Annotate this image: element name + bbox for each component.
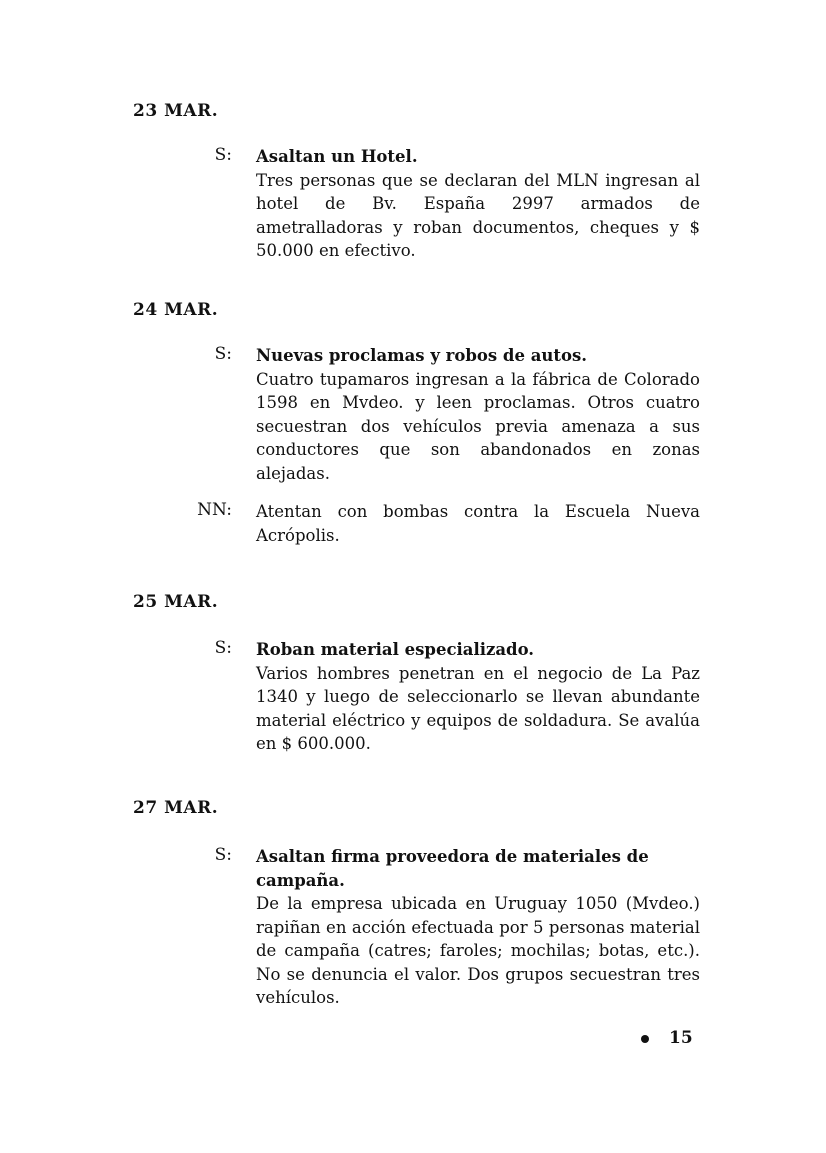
incident-content: [256, 500, 700, 547]
page-footer: [641, 1028, 693, 1048]
date-heading: 24 MAR.: [133, 300, 219, 320]
incident-body-text: Atentan con bombas contra la Escuela Nueva Acrópolis.: [256, 502, 700, 545]
page-number: 15: [669, 1028, 693, 1048]
incident-body-text: Cuatro tupamaros ingresan a la fábrica de Colorado 1598 en Mvdeo. y leen proclamas. Otros cuatro secuestran dos vehículos previa amenaza a sus conductores que son abandonados en zonas alejadas.: [256, 369, 700, 483]
incident-body-text: Tres personas que se declaran del MLN ingresan al hotel de Bv. España 2997 armados de ametralladoras y roban documentos, cheques y $ 50.000 en efectivo.: [256, 170, 700, 260]
date-heading: 27 MAR.: [133, 798, 219, 818]
incident-body-text: Varios hombres penetran en el negocio de La Paz 1340 y luego de seleccionarlo se llevan abundante material eléctrico y equipos de soldadura. Se avalúa en $ 600.000.: [256, 663, 700, 753]
incident-body: [256, 662, 700, 756]
incident-code: S:: [214, 145, 232, 165]
incident-content: [256, 344, 700, 485]
incident-code: S:: [214, 845, 232, 865]
incident-code: S:: [214, 638, 232, 658]
incident-content: [256, 145, 700, 263]
incident-headline: Roban material especializado.: [256, 640, 535, 659]
bullet-icon: [641, 1035, 649, 1043]
date-heading: 23 MAR.: [133, 101, 219, 121]
incident-body: [256, 500, 700, 547]
incident-headline: Asaltan un Hotel.: [256, 147, 418, 166]
incident-body: [256, 368, 700, 486]
incident-content: [256, 845, 700, 1010]
incident-headline: Asaltan firma proveedora de materiales de campaña.: [256, 847, 649, 890]
incident-body-text: De la empresa ubicada en Uruguay 1050 (Mvdeo.) rapiñan en acción efectuada por 5 personas material de campaña (catres; faroles; mochilas; botas, etc.). No se denuncia el valor. Dos grupos secuestran tres vehículos.: [256, 894, 700, 1007]
incident-code: S:: [214, 344, 232, 364]
incident-body: [256, 169, 700, 263]
incident-content: [256, 638, 700, 756]
date-heading: 25 MAR.: [133, 592, 219, 612]
incident-code: NN:: [197, 500, 232, 520]
incident-body: [256, 892, 700, 1010]
incident-headline: Nuevas proclamas y robos de autos.: [256, 346, 588, 365]
